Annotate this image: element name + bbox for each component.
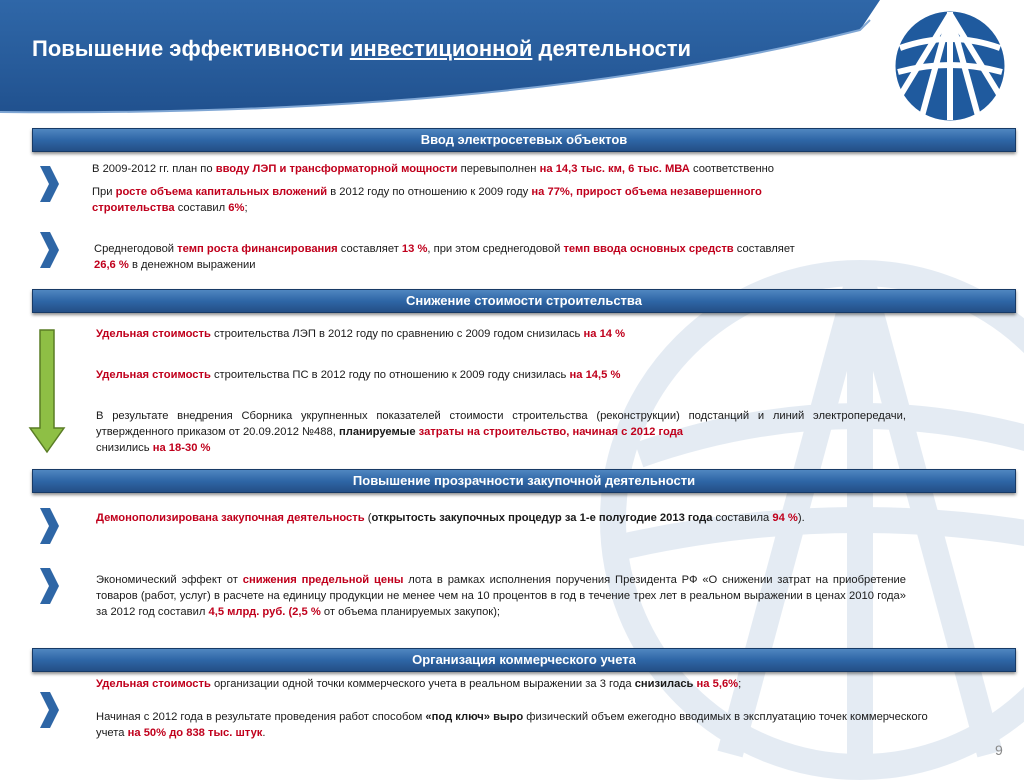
company-logo bbox=[876, 0, 1022, 132]
page-title: Повышение эффективности инвестиционной деятельности bbox=[32, 36, 692, 61]
chevron-right-icon bbox=[38, 690, 60, 730]
section-bar-commercial-metering: Организация коммерческого учета bbox=[32, 648, 1016, 672]
s1-paragraph-3: Среднегодовой темп роста финансирования составляет 13 %, при этом среднегодовой темп ввода основных средств составляет 26,6 % в денежном выражении bbox=[94, 243, 795, 271]
chevron-right-icon bbox=[38, 506, 60, 546]
s1-paragraph-1: В 2009-2012 гг. план по вводу ЛЭП и трансформаторной мощности перевыполнен на 14,3 тыс. км, 6 тыс. МВА соответственно bbox=[92, 163, 775, 175]
chevron-right-icon bbox=[38, 164, 60, 204]
section-bar-construction-cost: Снижение стоимости строительства bbox=[32, 289, 1016, 313]
arrow-down-icon bbox=[28, 328, 66, 454]
s3-paragraph-2: Экономический эффект от снижения предельной цены лота в рамках исполнения поручения Президента РФ «О снижении затрат на приобретение товаров (работ, услуг) в расчете на единицу продукции не менее чем на 10 процентов в год в течение трех лет в реальном выражении в ценах 2010 года» за 2012 год составил 4,5 млрд. руб. (2,5 % от объема планируемых закупок); bbox=[96, 574, 907, 618]
chevron-right-icon bbox=[38, 566, 60, 606]
s2-paragraph-3: В результате внедрения Сборника укрупненных показателей стоимости строительства (реконструкции) подстанций и линий электропередачи, утвержденного приказом от 20.09.2012 №488, планируемые затраты на строительство, начиная с 2012 года снизились на 18-30 % bbox=[96, 410, 906, 454]
s1-paragraph-2: При росте объема капитальных вложений в 2012 году по отношению к 2009 году на 77%, прирост объема незавершенного строительства составил 6%; bbox=[92, 186, 762, 214]
page-number: 9 bbox=[995, 742, 1003, 758]
section-bar-procurement: Повышение прозрачности закупочной деятельности bbox=[32, 469, 1016, 493]
s4-paragraph-1: Удельная стоимость организации одной точки коммерческого учета в реальном выражении за 3 года снизилась на 5,6%; bbox=[96, 678, 742, 690]
chevron-right-icon bbox=[38, 230, 60, 270]
s2-paragraph-2: Удельная стоимость строительства ПС в 2012 году по отношению к 2009 году снизилась на 14,5 % bbox=[96, 369, 621, 381]
section-bar-input-objects: Ввод электросетевых объектов bbox=[32, 128, 1016, 152]
s3-paragraph-1: Демонополизирована закупочная деятельность (открытость закупочных процедур за 1-е полугодие 2013 года составила 94 %). bbox=[96, 512, 805, 524]
s2-paragraph-1: Удельная стоимость строительства ЛЭП в 2012 году по сравнению с 2009 годом снизилась на 14 % bbox=[96, 328, 626, 340]
s4-paragraph-2: Начиная с 2012 года в результате проведения работ способом «под ключ» выро физический объем ежегодно вводимых в эксплуатацию точек коммерческого учета на 50% до 838 тыс. штук. bbox=[96, 711, 928, 739]
